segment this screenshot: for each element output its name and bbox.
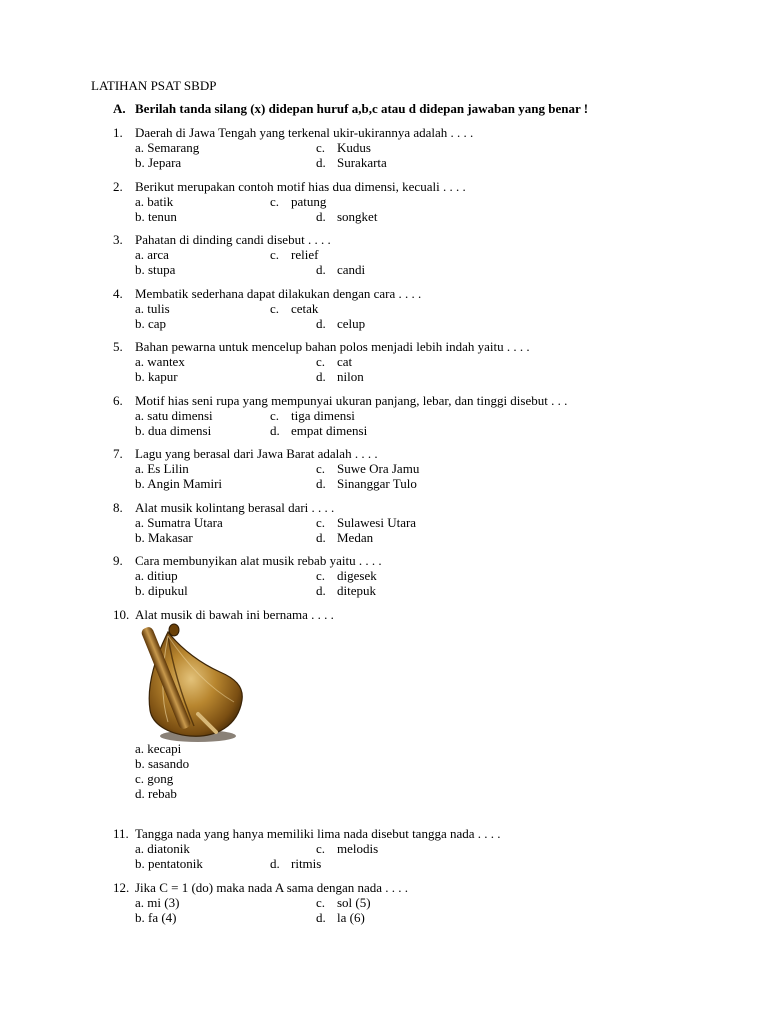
question-number: 2. xyxy=(113,179,123,194)
option-d: d. ditepuk xyxy=(316,583,376,598)
section-letter: A. xyxy=(113,101,126,116)
question-10-options xyxy=(113,741,733,801)
option-b: b. tenun xyxy=(135,209,177,224)
option-b: b. pentatonik xyxy=(135,856,203,871)
question-text: Alat musik di bawah ini bernama . . . . xyxy=(135,607,334,622)
option-a: a. wantex xyxy=(135,354,185,369)
question-number: 11. xyxy=(113,826,129,841)
option-d: d. la (6) xyxy=(316,910,365,925)
option-c: c. cetak xyxy=(270,301,319,316)
option-c: c. Kudus xyxy=(316,140,371,155)
question-text: Daerah di Jawa Tengah yang terkenal ukir-ukirannya adalah . . . . xyxy=(135,125,474,140)
option-a: a. satu dimensi xyxy=(135,408,213,423)
question-number: 10. xyxy=(113,607,130,622)
option-a: a. tulis xyxy=(135,301,170,316)
option-d: d. Sinanggar Tulo xyxy=(316,476,417,491)
question-3 xyxy=(113,232,733,277)
section-instruction xyxy=(113,101,588,117)
question-9 xyxy=(113,553,733,598)
option-c: c. cat xyxy=(316,354,353,369)
question-number: 3. xyxy=(113,232,123,247)
question-text: Membatik sederhana dapat dilakukan dengan cara . . . . xyxy=(135,286,422,301)
option-c: c. melodis xyxy=(316,841,379,856)
option-c: c. tiga dimensi xyxy=(270,408,355,423)
question-text: Jika C = 1 (do) maka nada A sama dengan nada . . . . xyxy=(135,880,409,895)
document-title: LATIHAN PSAT SBDP xyxy=(91,78,217,93)
question-7 xyxy=(113,446,733,491)
question-number: 9. xyxy=(113,553,123,568)
question-number: 1. xyxy=(113,125,123,140)
option-c: c. relief xyxy=(270,247,319,262)
sasando-instrument-image xyxy=(138,622,246,744)
option-d: d. Medan xyxy=(316,530,374,545)
option-a: a. mi (3) xyxy=(135,895,180,910)
option-d: d. candi xyxy=(316,262,366,277)
question-8 xyxy=(113,500,733,545)
option-a: a. kecapi xyxy=(135,741,182,756)
option-c: c. digesek xyxy=(316,568,377,583)
option-b: b. dipukul xyxy=(135,583,188,598)
option-a: a. Semarang xyxy=(135,140,200,155)
question-text: Lagu yang berasal dari Jawa Barat adalah . . . . xyxy=(135,446,378,461)
question-2 xyxy=(113,179,733,224)
question-1 xyxy=(113,125,733,170)
question-number: 8. xyxy=(113,500,123,515)
question-number: 5. xyxy=(113,339,123,354)
question-text: Berikut merupakan contoh motif hias dua dimensi, kecuali . . . . xyxy=(135,179,466,194)
option-d: d. Surakarta xyxy=(316,155,387,170)
option-a: a. diatonik xyxy=(135,841,190,856)
option-b: b. fa (4) xyxy=(135,910,177,925)
question-number: 7. xyxy=(113,446,123,461)
question-text: Motif hias seni rupa yang mempunyai ukuran panjang, lebar, dan tinggi disebut . . . xyxy=(135,393,568,408)
option-b: b. Makasar xyxy=(135,530,193,545)
option-d: d. empat dimensi xyxy=(270,423,368,438)
option-c: c. sol (5) xyxy=(316,895,371,910)
option-b: b. sasando xyxy=(135,756,190,771)
question-text: Pahatan di dinding candi disebut . . . . xyxy=(135,232,331,247)
question-5 xyxy=(113,339,733,384)
option-a: a. ditiup xyxy=(135,568,178,583)
option-b: b. cap xyxy=(135,316,167,331)
option-b: b. dua dimensi xyxy=(135,423,212,438)
question-6 xyxy=(113,393,733,438)
question-10 xyxy=(113,607,733,622)
option-a: a. Sumatra Utara xyxy=(135,515,223,530)
option-b: b. Jepara xyxy=(135,155,182,170)
option-d: d. nilon xyxy=(316,369,364,384)
option-d: d. rebab xyxy=(135,786,177,801)
option-d: d. ritmis xyxy=(270,856,322,871)
option-a: a. arca xyxy=(135,247,169,262)
option-d: d. celup xyxy=(316,316,366,331)
question-number: 12. xyxy=(113,880,130,895)
option-c: c. gong xyxy=(135,771,174,786)
instruction-text: Berilah tanda silang (x) didepan huruf a,b,c atau d didepan jawaban yang benar ! xyxy=(135,101,589,116)
question-text: Bahan pewarna untuk mencelup bahan polos menjadi lebih indah yaitu . . . . xyxy=(135,339,530,354)
option-b: b. kapur xyxy=(135,369,178,384)
question-12 xyxy=(113,880,733,925)
question-text: Alat musik kolintang berasal dari . . . . xyxy=(135,500,335,515)
question-text: Cara membunyikan alat musik rebab yaitu . . . . xyxy=(135,553,382,568)
question-11 xyxy=(113,826,733,871)
question-number: 4. xyxy=(113,286,123,301)
option-c: c. Sulawesi Utara xyxy=(316,515,417,530)
option-b: b. Angin Mamiri xyxy=(135,476,223,491)
question-number: 6. xyxy=(113,393,123,408)
option-a: a. batik xyxy=(135,194,174,209)
question-4 xyxy=(113,286,733,331)
question-text: Tangga nada yang hanya memiliki lima nada disebut tangga nada . . . . xyxy=(135,826,501,841)
option-d: d. songket xyxy=(316,209,378,224)
option-a: a. Es Lilin xyxy=(135,461,189,476)
option-c: c. patung xyxy=(270,194,327,209)
option-c: c. Suwe Ora Jamu xyxy=(316,461,420,476)
option-b: b. stupa xyxy=(135,262,176,277)
